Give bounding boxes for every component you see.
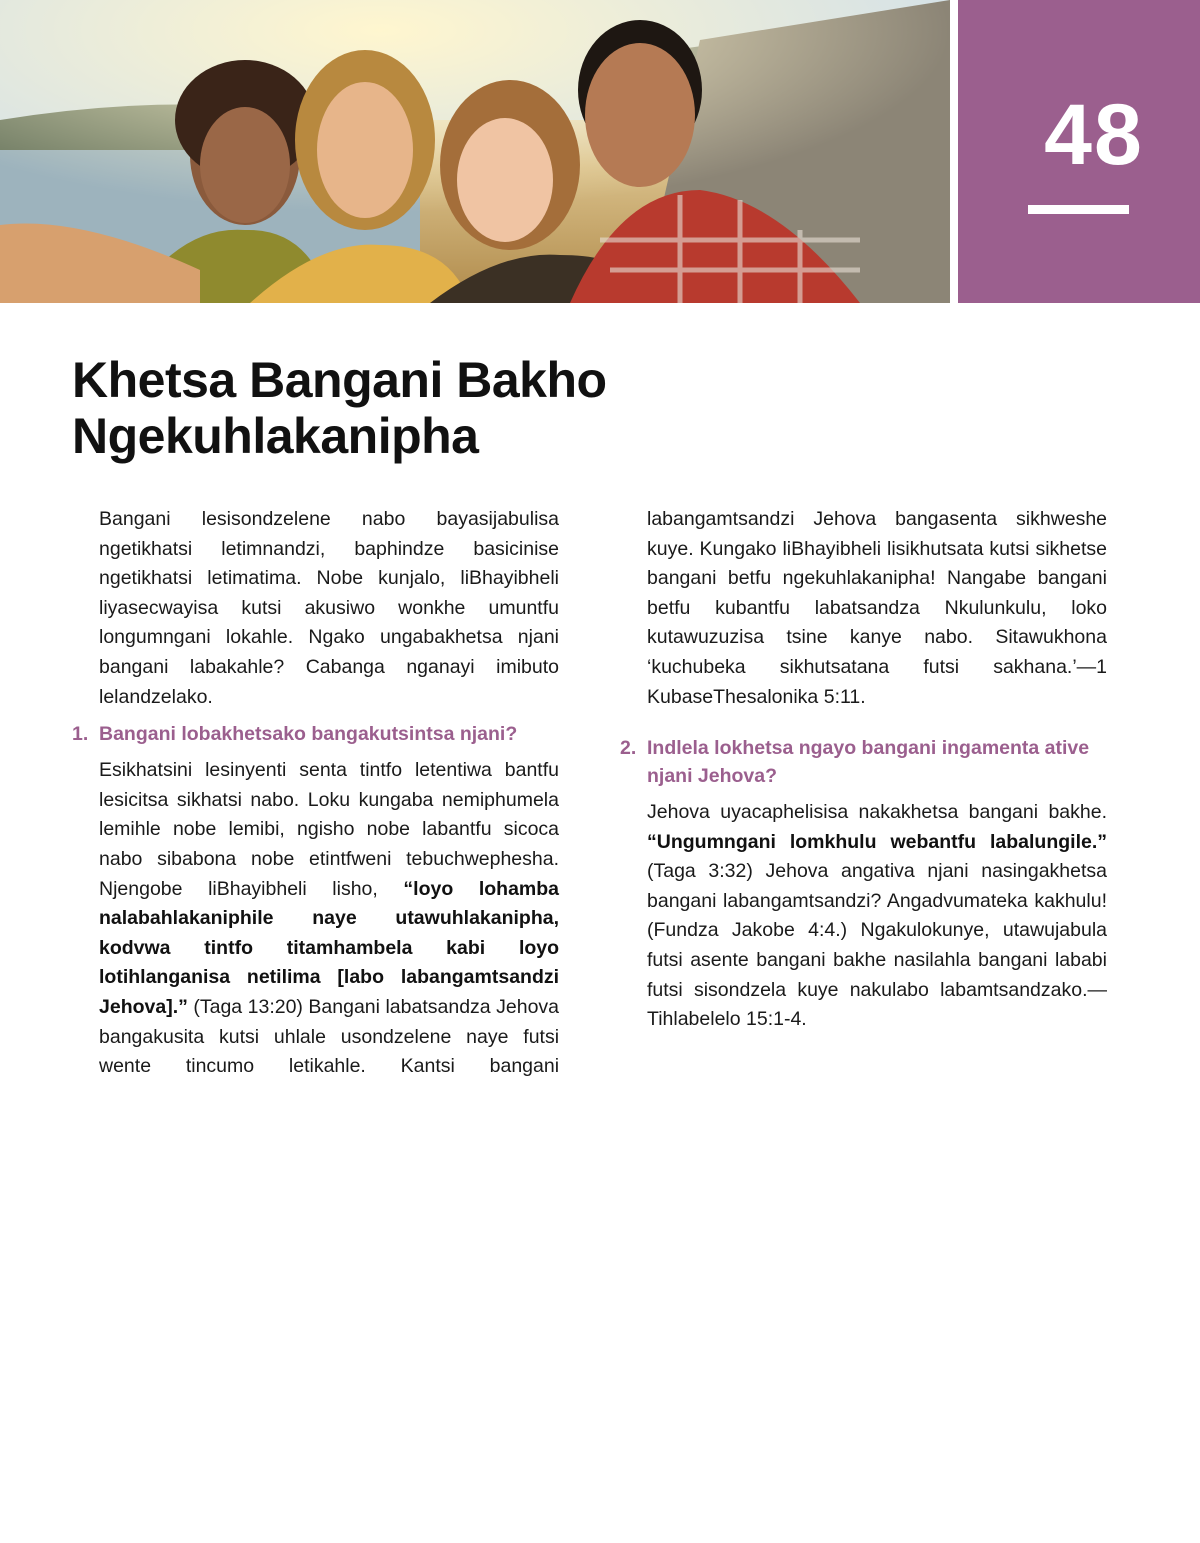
section-2-text-a: Jehova uyacaphelisisa nakakhetsa bangani bakhe. bbox=[647, 801, 1107, 823]
question-2-number: 2. bbox=[620, 737, 637, 759]
question-1-number: 1. bbox=[72, 723, 89, 746]
intro-paragraph: Bangani lesisondzelene nabo bayasijabulisa ngetikhatsi letimnandzi, baphindze basicinise ngetikhatsi letimatima. Nobe kunjalo, liBhayibheli liyasecwayisa kutsi akusiwo wonkhe umuntfu longumngani lokahle. Ngako ungabakhetsa njani bangani labakahle? Cabanga nganayi imibuto lelandzelako. bbox=[99, 508, 559, 708]
lesson-title bbox=[72, 352, 872, 464]
lesson-title-line1: Khetsa Bangani Bakho bbox=[72, 352, 607, 408]
section-2-quote: “Ungumngani lomkhulu webantfu labalungile.” bbox=[647, 830, 1107, 853]
section-1-paragraph: Esikhatsini lesinyenti senta tintfo letentiwa bantfu lesicitsa sikhatsi nabo. Loku kungaba nemiphumela lemihle nobe lemibi, ngisho nobe labantfu sicoca nabo sibabona nobe etintfweni tebuchwephesha. Njengobe liBhayibheli lisho, “loyo lohamba nalabahlakaniphile naye utawuhlakanipha, kodvwa tintfo titamhambela kabi loyo lotihlanganisa netilima [labo labangamtsandzi Jehova].” (Taga 13:20) Bangani labatsandza Jehova bangakusita kutsi uhlale usondzelene naye futsi wente tincumo letikahle. Kantsi bangani bbox=[99, 759, 560, 1078]
question-1 bbox=[72, 720, 559, 748]
lesson-number: 48 bbox=[1044, 87, 1144, 183]
question-2-text: Indlela lokhetsa ngayo bangani ingamenta ative njani Jehova? bbox=[647, 737, 1090, 787]
question-2 bbox=[620, 734, 1107, 790]
hero-photo bbox=[0, 0, 950, 303]
question-1-text: Bangani lobakhetsako bangakutsintsa njani? bbox=[99, 723, 518, 746]
badge-underline bbox=[1028, 205, 1129, 214]
lesson-number-badge bbox=[958, 0, 1200, 303]
right-column bbox=[620, 505, 1107, 712]
section-1-paragraph-continued: labangamtsandzi Jehova bangasenta sikhweshe kuye. Kungako liBhayibheli lisikhutsata kutsi sikhetse bangani betfu ngekuhlakanipha! Nangabe bangani betfu kubantfu labatsandza Nkulunkulu, loko kutawuzuzisa tsine kanye nabo. Sitawukhona ‘kuchubeka sikhutsatana futsi sakhana.’—1 KubaseThesalonika 5:11. bbox=[647, 508, 1108, 708]
left-column bbox=[72, 505, 559, 1082]
section-2 bbox=[620, 726, 1107, 1035]
hero-illustration bbox=[0, 0, 950, 303]
section-2-paragraph bbox=[620, 798, 1107, 1035]
lesson-title-line2: Ngekuhlakanipha bbox=[72, 408, 479, 464]
section-2-text-b: (Taga 3:32) Jehova angativa njani nasingakhetsa bangani labangamtsandzi? Angadvumateka kakhulu! (Fundza Jakobe 4:4.) Ngakulokunye, utawujabula futsi asente bangani bakhe nasilahla bangani lababi futsi sisondzela kuye nakulabo labamtsandzako.—Tihlabelelo 15:1-4. bbox=[647, 860, 1107, 1031]
